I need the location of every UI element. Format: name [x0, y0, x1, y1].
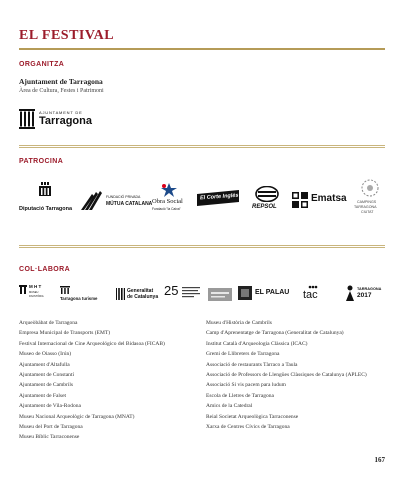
anniversary-25-logo: 25 [164, 283, 202, 303]
list-item: Ajuntament de Falset [19, 392, 67, 399]
diputacio-shield-icon [38, 182, 52, 196]
anniversary-text-block-icon [182, 287, 200, 299]
tarragona-city-logo: AJUNTAMENT DE Tarragona [19, 108, 101, 130]
el-palau-square-icon [238, 286, 252, 300]
turisme-columns-icon [60, 286, 70, 294]
mhmt-column-icon [19, 285, 27, 295]
list-item: Festival Internacional de Cine Arqueológico del Bidasoa (FICAB) [19, 340, 165, 347]
list-item: Reial Societat Arqueològica Tarraconense [206, 413, 299, 420]
mutua-wings-icon [80, 190, 104, 212]
list-item: Gremi de Llibreters de Tarragona [206, 351, 280, 358]
list-item: Museu Bíblic Tarraconense [19, 434, 80, 441]
el-corte-ingles-logo: El Corte Inglés [195, 189, 241, 207]
list-item: Associació de Professors de Llengües Clàssiques de Catalunya (APLEC) [206, 372, 367, 379]
list-item: Ajuntament de Constantí [19, 372, 74, 379]
title-rule [19, 48, 385, 50]
list-item: Associació de restaurants Tàrraco a Taula [206, 361, 298, 368]
organizer-department: Àrea de Cultura, Festes i Patrimoni [19, 88, 104, 94]
grey-block-logo [208, 288, 232, 301]
list-item: Empresa Municipal de Transports (EMT) [19, 330, 111, 337]
ematsa-grid-icon [292, 192, 308, 208]
tarragona-emblem-icon [19, 109, 35, 129]
list-item: Associació Si vis pacem para ludum [206, 382, 286, 389]
list-item: Museo de Oiasso (Irún) [19, 351, 72, 358]
section-label-patrocina: PATROCINA [19, 158, 64, 165]
ematsa-logo: Ematsa [292, 192, 348, 212]
collaborators-list-left [19, 318, 165, 443]
obra-social-la-caixa-logo: Obra Social Fundació "la Caixa" [150, 183, 188, 219]
list-item: Institut Català d'Arqueologia Clàssica (ICAC) [206, 340, 308, 347]
section-label-colabora: COL·LABORA [19, 266, 71, 273]
list-item: Ajuntament de Vila-Rodona [19, 403, 81, 410]
list-item: Xarxa de Centres Cívics de Tarragona [206, 424, 290, 431]
section-divider-1 [19, 145, 385, 146]
list-item: Museu d'Història de Cambrils [206, 320, 272, 326]
mutua-catalana-logo: FUNDACIÓ PRIVADA MÚTUA CATALANA [80, 190, 146, 216]
page-number: 167 [374, 456, 385, 464]
tarragona-turisme-logo: Tarragona turisme [60, 286, 104, 302]
tarragona-2017-figure-icon [344, 285, 356, 301]
list-item: Museu del Port de Tarragona [19, 424, 83, 431]
tarragona-2017-logo: TARRAGONA 2017 [344, 283, 386, 305]
section-divider-2b [19, 247, 385, 248]
campings-sun-icon [360, 178, 380, 198]
section-divider-1b [19, 147, 385, 148]
list-item: Escola de Lletres de Tarragona [206, 392, 274, 399]
el-palau-logo: EL PALAU [238, 286, 296, 302]
campings-tarragona-logo: CAMPINGS TARRAGONA CIUTAT [353, 178, 387, 228]
list-item: Camp d'Aprenentatge de Tarragona (Generalitat de Catalunya) [206, 330, 344, 337]
generalitat-flag-icon [116, 288, 125, 300]
tac-logo: tac [301, 284, 325, 304]
organizer-name: Ajuntament de Tarragona [19, 77, 103, 86]
list-item: Ajuntament de Cambrils [19, 382, 74, 389]
section-label-organitza: ORGANITZA [19, 61, 65, 68]
repsol-logo: REPSOL [249, 186, 285, 214]
grey-block-icon [208, 288, 232, 301]
page-title: EL FESTIVAL [19, 28, 115, 43]
la-caixa-star-icon [160, 183, 178, 197]
list-item: Amics de la Catedral [206, 403, 253, 410]
generalitat-logo: Generalitat de Catalunya [116, 287, 158, 303]
list-item: Museu Nacional Arqueològic de Tarragona (MNAT) [19, 413, 135, 420]
list-item: Ajuntament d'Altafulla [19, 361, 70, 368]
diputacio-logo: Diputació Tarragona [19, 182, 71, 218]
list-item: Arqueòbàbat de Tarragona [19, 320, 78, 326]
collaborators-list-right [206, 318, 367, 432]
section-divider-2 [19, 245, 385, 246]
repsol-emblem-icon [255, 186, 279, 202]
mhmt-logo: M H T MUSEU D'HISTÒRIA [19, 283, 41, 309]
